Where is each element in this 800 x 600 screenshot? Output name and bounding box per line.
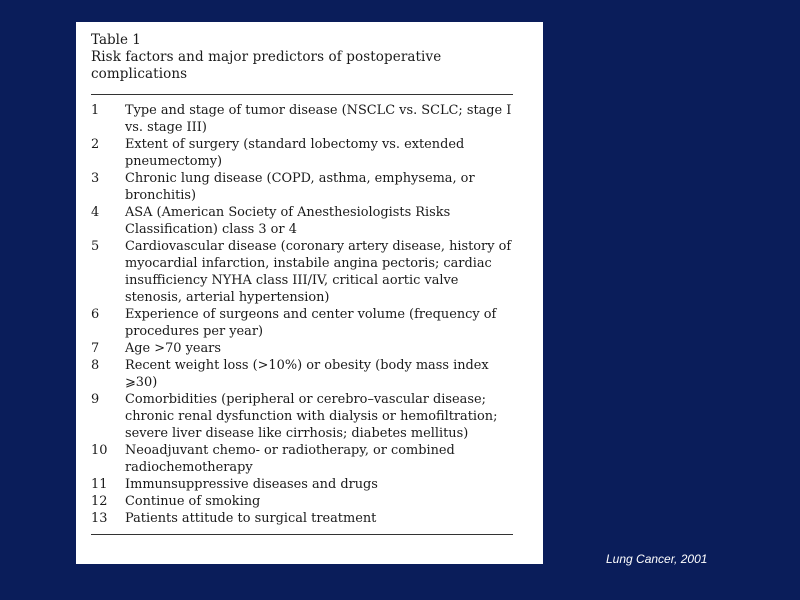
table-row (91, 357, 529, 391)
row-text: Patients attitude to surgical treatment (125, 511, 377, 526)
table-row (91, 136, 529, 170)
table-row (91, 476, 529, 493)
row-number: 9 (91, 392, 100, 407)
row-number: 3 (91, 171, 100, 186)
table-row (91, 391, 529, 442)
table-bottom-rule (91, 534, 513, 535)
row-text: Age >70 years (125, 341, 221, 356)
table-title: Table 1 (91, 32, 141, 48)
table-row (91, 493, 529, 510)
row-text: Extent of surgery (standard lobectomy vs. extended pneumectomy) (125, 137, 465, 169)
table-row (91, 442, 529, 476)
table-row (91, 102, 529, 136)
row-text: Cardiovascular disease (coronary artery disease, history of myocardial infarction, instabile angina pectoris; cardiac insufficiency NYHA class III/IV, critical aortic valve stenosis, arterial hypertension) (125, 239, 512, 305)
row-number: 5 (91, 239, 100, 254)
table-caption: Risk factors and major predictors of postoperative complications (91, 49, 442, 82)
row-text: Comorbidities (peripheral or cerebro–vascular disease; chronic renal dysfunction with dialysis or hemofiltration; severe liver disease like cirrhosis; diabetes mellitus) (125, 392, 498, 441)
row-text: ASA (American Society of Anesthesiologists Risks Classification) class 3 or 4 (125, 205, 451, 237)
row-number: 12 (91, 494, 108, 509)
table-row (91, 340, 529, 357)
row-text: Type and stage of tumor disease (NSCLC vs. SCLC; stage I vs. stage III) (125, 103, 512, 135)
table-row (91, 306, 529, 340)
table-rows (91, 102, 529, 527)
row-text: Immunsuppressive diseases and drugs (125, 477, 378, 492)
row-number: 10 (91, 443, 108, 458)
table-figure (76, 22, 543, 564)
row-number: 11 (91, 477, 108, 492)
row-text: Recent weight loss (>10%) or obesity (body mass index ⩾30) (125, 358, 489, 390)
citation: Lung Cancer, 2001 (606, 552, 708, 566)
table-top-rule (91, 94, 513, 95)
row-number: 2 (91, 137, 100, 152)
row-number: 13 (91, 511, 108, 526)
row-text: Experience of surgeons and center volume (frequency of procedures per year) (125, 307, 497, 339)
table-row (91, 510, 529, 527)
row-number: 8 (91, 358, 100, 373)
table-row (91, 204, 529, 238)
row-number: 4 (91, 205, 100, 220)
row-text: Chronic lung disease (COPD, asthma, emphysema, or bronchitis) (125, 171, 475, 203)
row-number: 6 (91, 307, 100, 322)
row-number: 1 (91, 103, 100, 118)
row-text: Neoadjuvant chemo- or radiotherapy, or combined radiochemotherapy (125, 443, 455, 475)
row-number: 7 (91, 341, 100, 356)
row-text: Continue of smoking (125, 494, 261, 509)
table-row (91, 238, 529, 306)
table-row (91, 170, 529, 204)
